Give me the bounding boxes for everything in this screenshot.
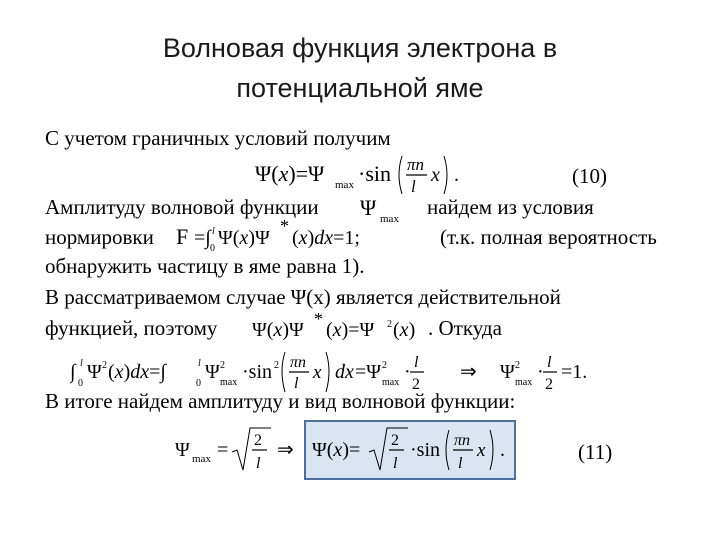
- svg-text:·: ·: [537, 361, 544, 383]
- svg-text:max: max: [380, 213, 399, 225]
- svg-text:Ψ(x)=Ψ: Ψ(x)=Ψ: [255, 161, 325, 186]
- svg-text:2: 2: [382, 360, 387, 371]
- svg-text:max: max: [192, 453, 211, 465]
- text-line-6b: . Откуда: [428, 316, 502, 340]
- svg-text:0: 0: [78, 378, 83, 389]
- text-line-4: обнаружить частицу в яме равна 1).: [45, 254, 365, 278]
- text-line-5: В рассматриваемом случае Ψ(x) является действительной: [45, 285, 561, 309]
- slide-title: [0, 28, 720, 108]
- svg-text:Ψ: Ψ: [175, 439, 190, 461]
- svg-text:2: 2: [412, 376, 420, 393]
- svg-text:=1.: =1.: [561, 361, 588, 383]
- svg-text:l: l: [198, 358, 201, 369]
- svg-text:2: 2: [515, 360, 520, 371]
- svg-text:2: 2: [545, 376, 553, 393]
- svg-text:Ψ: Ψ: [87, 361, 102, 383]
- equation-10-number: (10): [572, 164, 607, 188]
- svg-text:πn: πn: [407, 155, 425, 174]
- svg-text:πn: πn: [290, 354, 307, 371]
- svg-text:l: l: [458, 455, 463, 472]
- svg-text:Ψ: Ψ: [360, 195, 377, 220]
- svg-text:·: ·: [404, 361, 411, 383]
- svg-text:l: l: [256, 455, 261, 472]
- equation-11: [175, 420, 525, 487]
- svg-text:.: .: [454, 164, 459, 186]
- svg-text:.: .: [500, 439, 505, 461]
- svg-text:l: l: [411, 177, 416, 196]
- svg-text:=: =: [217, 439, 229, 461]
- svg-text:l: l: [80, 358, 83, 369]
- svg-text:2: 2: [387, 319, 392, 330]
- svg-text:2: 2: [220, 360, 225, 371]
- svg-text:0: 0: [210, 243, 215, 254]
- title-line-1: Волновая функция электрона в: [162, 33, 558, 63]
- svg-text:=∫: =∫: [194, 227, 211, 249]
- svg-text:l: l: [547, 354, 552, 371]
- svg-text:·sin: ·sin: [358, 161, 391, 186]
- svg-text:x: x: [477, 440, 486, 461]
- svg-text:·sin: ·sin: [410, 439, 440, 461]
- text-line-2a: Амплитуду волновой функции: [45, 195, 319, 219]
- svg-text:2: 2: [274, 360, 279, 371]
- svg-text:Ψ(x)=: Ψ(x)=: [312, 439, 361, 461]
- text-line-3a: нормировки: [45, 225, 154, 249]
- title-line-2: потенциальной яме: [236, 73, 484, 103]
- svg-text:max: max: [382, 377, 400, 388]
- svg-text:l: l: [212, 226, 215, 237]
- equation-11-number: (11): [578, 440, 613, 464]
- svg-text:2: 2: [254, 432, 262, 449]
- svg-text:*: *: [314, 309, 323, 329]
- svg-text:⇒: ⇒: [460, 361, 477, 383]
- svg-text:F: F: [176, 224, 189, 249]
- svg-text:Ψ(x)Ψ: Ψ(x)Ψ: [218, 227, 270, 249]
- svg-text:Ψ: Ψ: [205, 361, 220, 383]
- svg-text:x: x: [313, 362, 322, 383]
- svg-text:(x)dx=∫: (x)dx=∫: [108, 361, 166, 383]
- text-line-7: В итоге найдем амплитуду и вид волновой функции:: [45, 389, 516, 413]
- svg-text:2: 2: [102, 360, 107, 371]
- svg-text:l: l: [393, 455, 398, 472]
- svg-text:l: l: [294, 375, 299, 392]
- svg-text:0: 0: [196, 378, 201, 389]
- svg-text:max: max: [335, 179, 354, 191]
- text-line-3b: (т.к. полная вероятность: [440, 225, 657, 249]
- svg-text:2: 2: [391, 432, 399, 449]
- svg-text:=Ψ: =Ψ: [355, 361, 382, 383]
- svg-text:max: max: [220, 377, 238, 388]
- svg-text:⇒: ⇒: [277, 439, 294, 461]
- svg-text:(x)dx=1;: (x)dx=1;: [292, 227, 360, 249]
- svg-text:l: l: [414, 354, 419, 371]
- svg-text:dx: dx: [335, 361, 354, 383]
- text-line-1: С учетом граничных условий получим: [45, 126, 391, 150]
- svg-text:·sin: ·sin: [242, 361, 272, 383]
- svg-text:(x)=Ψ: (x)=Ψ: [326, 319, 375, 341]
- svg-text:Ψ: Ψ: [500, 361, 515, 383]
- svg-text:max: max: [515, 377, 533, 388]
- svg-text:πn: πn: [454, 432, 471, 449]
- svg-text:Ψ(x)Ψ: Ψ(x)Ψ: [252, 319, 304, 341]
- svg-text:(x): (x): [393, 319, 416, 341]
- text-line-6a: функцией, поэтому: [45, 316, 218, 340]
- text-line-2b: найдем из условия: [427, 195, 594, 219]
- svg-text:*: *: [280, 216, 289, 236]
- svg-text:x: x: [431, 164, 440, 186]
- svg-text:∫: ∫: [70, 361, 76, 383]
